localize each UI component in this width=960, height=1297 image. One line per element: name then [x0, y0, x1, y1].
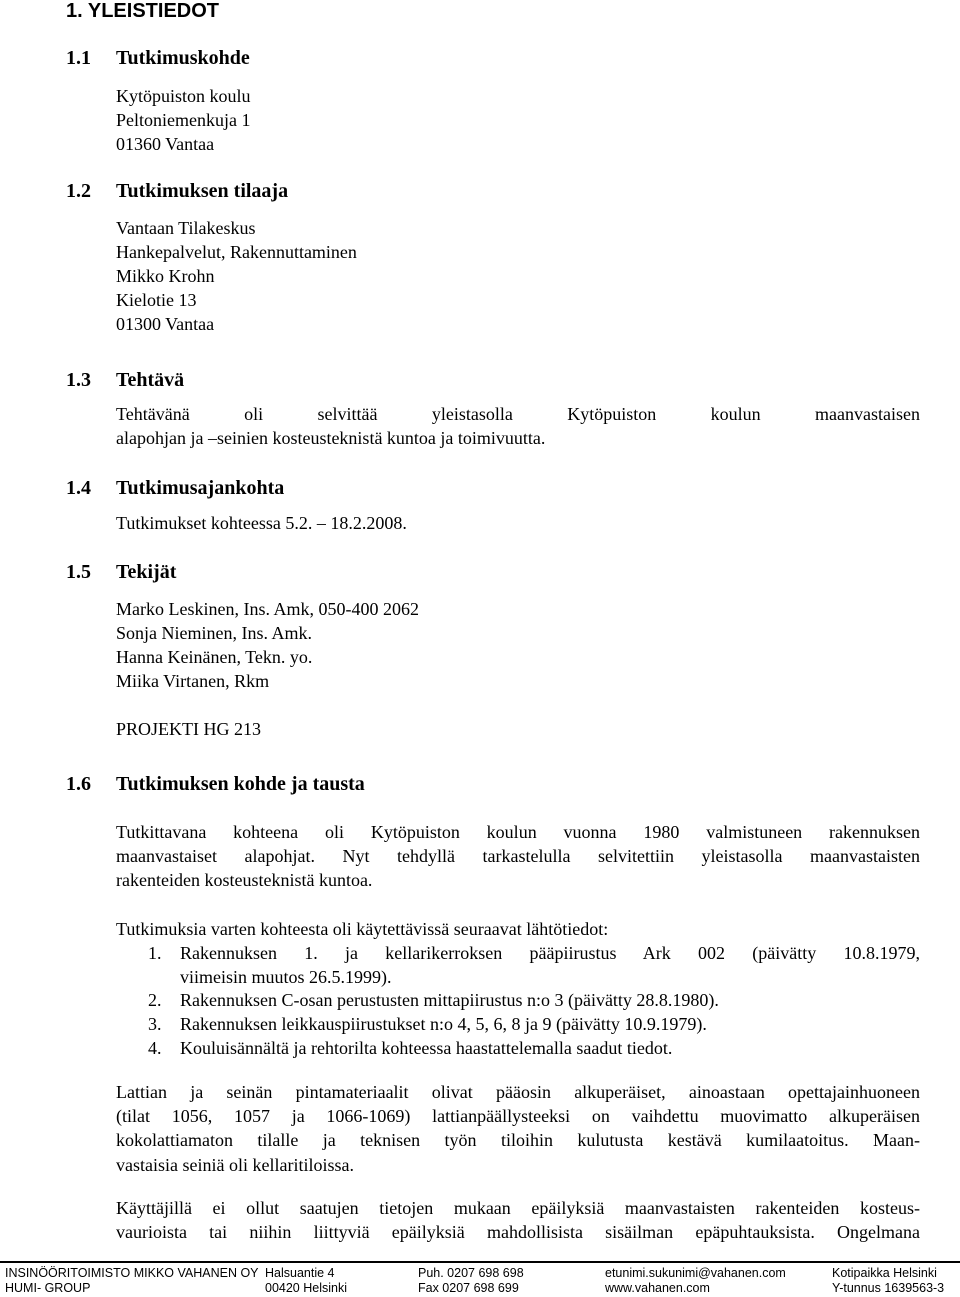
client-address: Vantaan Tilakeskus Hankepalvelut, Rakennuttaminen Mikko Krohn Kielotie 13 01300 Vantaa: [116, 218, 357, 334]
footer-rule: [0, 1261, 960, 1263]
users-paragraph: Käyttäjillä ei ollut saatujen tietojen mukaan epäilyksiä maanvastaisten rakenteiden kosteus- vaurioista tai niihin liittyviä epäilyksiä mahdollisista sisäilman epäpuhtauksista. Ongelmana: [116, 1198, 920, 1243]
footer-phone: Puh. 0207 698 698: [418, 1266, 524, 1280]
section-heading-1-3: 1.3 Tehtävä: [66, 369, 185, 391]
footer-email[interactable]: etunimi.sukunimi@vahanen.com: [605, 1266, 786, 1280]
background-paragraph: Tutkittavana kohteena oli Kytöpuiston koulun vuonna 1980 valmistuneen rakennuksen maanvastaiset alapohjat. Nyt tehdyllä tarkastelulla selvitettiin yleistasolla maanvastaisten rakenteiden kosteusteknistä kuntoa.: [116, 822, 920, 891]
list-item: 2. Rakennuksen C-osan perustusten mittapiirustus n:o 3 (päivätty 28.8.1980).: [148, 990, 719, 1010]
section-heading-1-4: 1.4 Tutkimusajankohta: [66, 477, 285, 499]
main-heading: 1. YLEISTIEDOT: [66, 0, 219, 22]
list-item: 1. Rakennuksen 1. ja kellarikerroksen pääpiirustus Ark 002 (päivätty 10.8.1979, viimeisin muutos 26.5.1999).: [148, 943, 920, 987]
materials-paragraph: Lattian ja seinän pintamateriaalit olivat pääosin alkuperäiset, ainoastaan opettajainhuoneen (tilat 1056, 1057 ja 1066-1069) lattianpäällysteeksi on vaihdettu muovimatto alkuperäisen kokolattiamaton tilalle ja teknisen työn tiloihin kulutusta kestävä kumilaatoitus. Maan- vastaisia seiniä oli kellaritiloissa.: [116, 1082, 920, 1175]
footer-business-id: Y-tunnus 1639563-3: [832, 1281, 945, 1295]
footer-domicile: Kotipaikka Helsinki: [832, 1266, 937, 1280]
section-heading-1-1: 1.1 Tutkimuskohde: [66, 47, 250, 69]
footer-company: INSINÖÖRITOIMISTO MIKKO VAHANEN OY: [5, 1266, 259, 1280]
footer-street: Halsuantie 4: [265, 1266, 335, 1280]
target-address: Kytöpuiston koulu Peltoniemenkuja 1 01360 Vantaa: [116, 86, 251, 154]
page-footer: [0, 1261, 960, 1294]
footer-fax: Fax 0207 698 699: [418, 1281, 519, 1295]
list-item: 4. Kouluisännältä ja rehtorilta kohteessa haastattelemalla saadut tiedot.: [148, 1038, 673, 1058]
section-heading-1-2: 1.2 Tutkimuksen tilaaja: [66, 180, 289, 202]
task-paragraph: Tehtävänä oli selvittää yleistasolla Kytöpuiston koulun maanvastaisen alapohjan ja –seinien kosteusteknistä kuntoa ja toimivuutta.: [116, 404, 920, 449]
section-heading-1-6: 1.6 Tutkimuksen kohde ja tausta: [66, 773, 365, 795]
list-item: 3. Rakennuksen leikkauspiirustukset n:o 4, 5, 6, 8 ja 9 (päivätty 10.9.1979).: [148, 1014, 707, 1034]
project-code: PROJEKTI HG 213: [116, 719, 262, 739]
section-heading-1-5: 1.5 Tekijät: [66, 561, 177, 583]
footer-postal: 00420 Helsinki: [265, 1281, 347, 1295]
footer-group: HUMI- GROUP: [5, 1281, 91, 1295]
study-dates: Tutkimukset kohteessa 5.2. – 18.2.2008.: [116, 513, 407, 533]
source-list-intro: Tutkimuksia varten kohteesta oli käytettävissä seuraavat lähtötiedot:: [116, 919, 609, 939]
authors-list: Marko Leskinen, Ins. Amk, 050-400 2062 Sonja Nieminen, Ins. Amk. Hanna Keinänen, Tekn. yo. Miika Virtanen, Rkm: [116, 599, 419, 691]
footer-website[interactable]: www.vahanen.com: [605, 1281, 710, 1295]
